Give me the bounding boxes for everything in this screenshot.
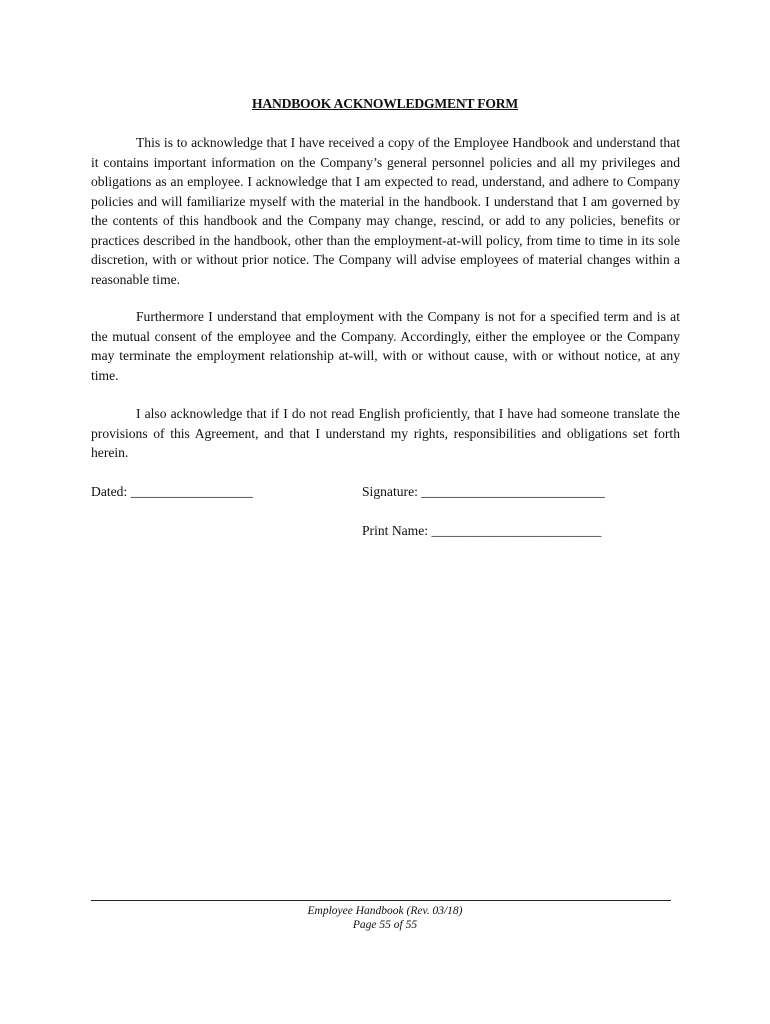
footer-divider: [91, 900, 671, 901]
footer-document-revision: Employee Handbook (Rev. 03/18): [307, 905, 463, 917]
footer-page-number: Page 55 of 55: [352, 919, 418, 931]
acknowledgment-paragraph: This is to acknowledge that I have received a copy of the Employee Handbook and understand that it contains important information on the Company’s general personnel policies and all my privileges and obligations as an employee. I acknowledge that I am expected to read, understand, and adhere to Company policies and will familiarize myself with the material in the handbook. I understand that I am governed by the contents of this handbook and the Company may change, rescind, or add to any policies, benefits or practices described in the handbook, other than the employment-at-will policy, from time to time in its sole discretion, with or without prior notice. The Company will advise employees of material changes within a reasonable time.: [91, 135, 680, 287]
dated-field[interactable]: Dated: __________________: [91, 484, 253, 499]
at-will-paragraph: Furthermore I understand that employment with the Company is not for a specified term and is at the mutual consent of the employee and the Company. Accordingly, either the employee or the Company may terminate the employment relationship at-will, with or without cause, with or without notice, at any time.: [91, 309, 680, 383]
translation-paragraph: I also acknowledge that if I do not read English proficiently, that I have had someone translate the provisions of this Agreement, and that I understand my rights, responsibilities and obligations set forth herein.: [91, 406, 680, 460]
form-title: HANDBOOK ACKNOWLEDGMENT FORM: [251, 96, 519, 111]
print-name-field[interactable]: Print Name: _________________________: [362, 523, 602, 538]
signature-field[interactable]: Signature: ___________________________: [362, 484, 605, 499]
